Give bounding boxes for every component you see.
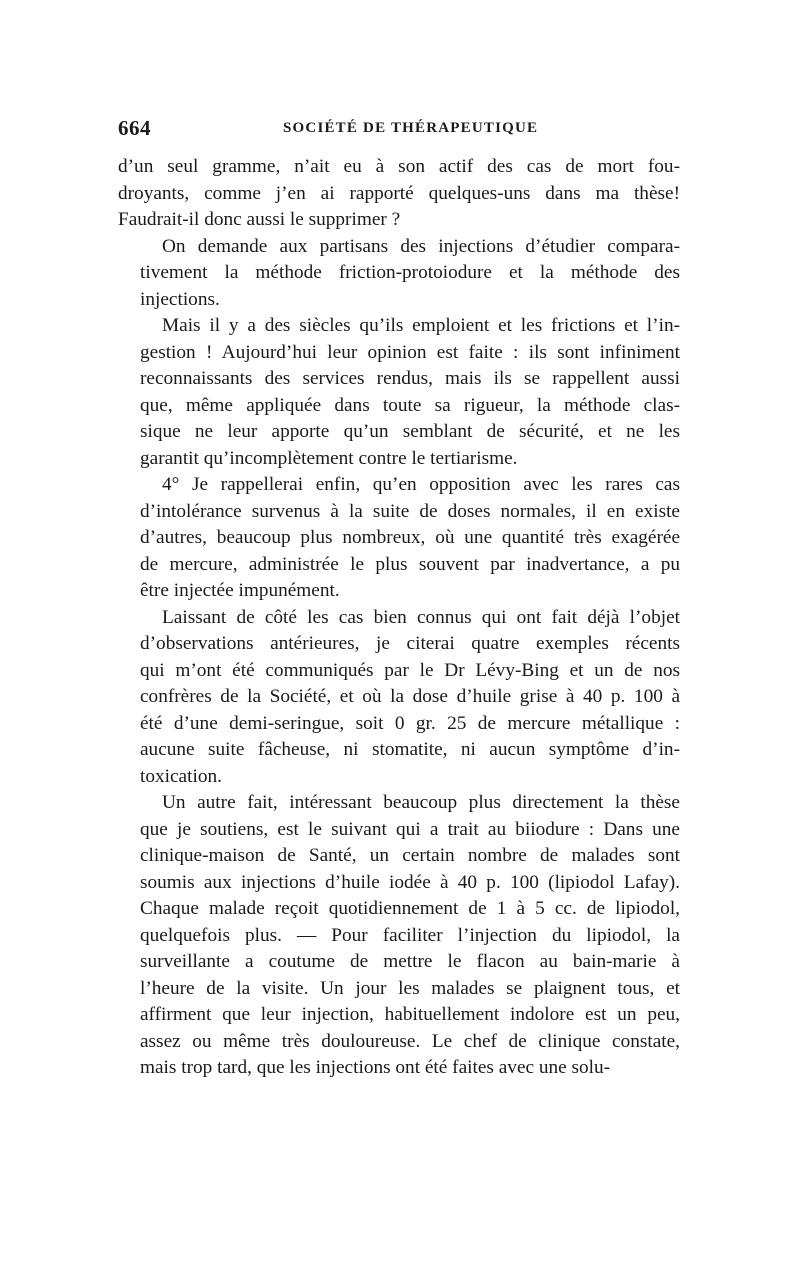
text-line: injections.	[140, 288, 220, 310]
text-line: Laissant de côté les cas bien connus qui ont fait déjà l’objet	[162, 606, 680, 628]
text-line: tivement la méthode friction-protoiodure et la méthode des	[140, 262, 680, 283]
text-line: droyants, comme j’en ai rapporté quelques-uns dans ma thèse!	[118, 182, 680, 204]
text-line: Un autre fait, intéressant beaucoup plus directement la thèse	[162, 792, 680, 813]
paragraph	[118, 605, 680, 791]
paragraph	[118, 234, 680, 314]
text-line: été d’une demi-seringue, soit 0 gr. 25 de mercure métallique :	[140, 712, 680, 734]
text-line: confrères de la Société, et où la dose d’huile grise à 40 p. 100 à	[140, 686, 680, 707]
text-line: surveillante a coutume de mettre le flacon au bain-marie à	[140, 951, 680, 972]
text-line: toxication.	[140, 765, 222, 787]
text-line: quelquefois plus. — Pour faciliter l’injection du lipiodol, la	[140, 924, 680, 946]
page-header	[118, 116, 680, 146]
text-line: d’un seul gramme, n’ait eu à son actif des cas de mort fou-	[118, 156, 680, 177]
text-line: Faudrait-il donc aussi le supprimer ?	[118, 209, 401, 230]
text-line: 4° Je rappellerai enfin, qu’en opposition avec les rares cas	[162, 474, 680, 495]
paragraph	[118, 472, 680, 605]
text-line: assez ou même très douloureuse. Le chef de clinique constate,	[140, 1030, 680, 1052]
text-line: aucune suite fâcheuse, ni stomatite, ni aucun symptôme d’in-	[140, 739, 680, 760]
page-number: 664	[118, 116, 151, 140]
text-line: de mercure, administrée le plus souvent par inadvertance, a pu	[140, 553, 680, 575]
text-line: d’autres, beaucoup plus nombreux, où une quantité très exagérée	[140, 527, 680, 548]
body-text	[118, 154, 680, 1082]
text-line: l’heure de la visite. Un jour les malades se plaignent tous, et	[140, 977, 680, 999]
text-line: gestion ! Aujourd’hui leur opinion est faite : ils sont infiniment	[140, 341, 680, 363]
text-line: mais trop tard, que les injections ont été faites avec une solu-	[140, 1057, 611, 1078]
text-line: d’observations antérieures, je citerai quatre exemples récents	[140, 633, 680, 654]
text-line: affirment que leur injection, habituellement indolore est un peu,	[140, 1004, 680, 1025]
text-line: reconnaissants des services rendus, mais ils se rappellent aussi	[140, 368, 680, 389]
text-line: garantit qu’incomplètement contre le tertiarisme.	[140, 447, 518, 469]
text-line: Mais il y a des siècles qu’ils emploient et les frictions et l’in-	[162, 315, 680, 336]
paragraph	[118, 790, 680, 1082]
text-line: On demande aux partisans des injections d’étudier compara-	[162, 235, 680, 257]
running-title: SOCIÉTÉ DE THÉRAPEUTIQUE	[283, 120, 539, 136]
paragraph	[118, 313, 680, 472]
text-line: Chaque malade reçoit quotidiennement de 1 à 5 cc. de lipiodol,	[140, 898, 680, 919]
text-line: soumis aux injections d’huile iodée à 40 p. 100 (lipiodol Lafay).	[140, 871, 680, 893]
text-line: qui m’ont été communiqués par le Dr Lévy-Bing et un de nos	[140, 659, 680, 681]
text-line: être injectée impunément.	[140, 580, 340, 601]
text-line: que je soutiens, est le suivant qui a trait au biiodure : Dans une	[140, 818, 680, 840]
text-line: sique ne leur apporte qu’un semblant de sécurité, et ne les	[140, 421, 680, 442]
text-line: d’intolérance survenus à la suite de doses normales, il en existe	[140, 500, 680, 522]
text-line: que, même appliquée dans toute sa rigueur, la méthode clas-	[140, 394, 680, 416]
text-line: clinique-maison de Santé, un certain nombre de malades sont	[140, 845, 680, 866]
paragraph	[118, 154, 680, 234]
